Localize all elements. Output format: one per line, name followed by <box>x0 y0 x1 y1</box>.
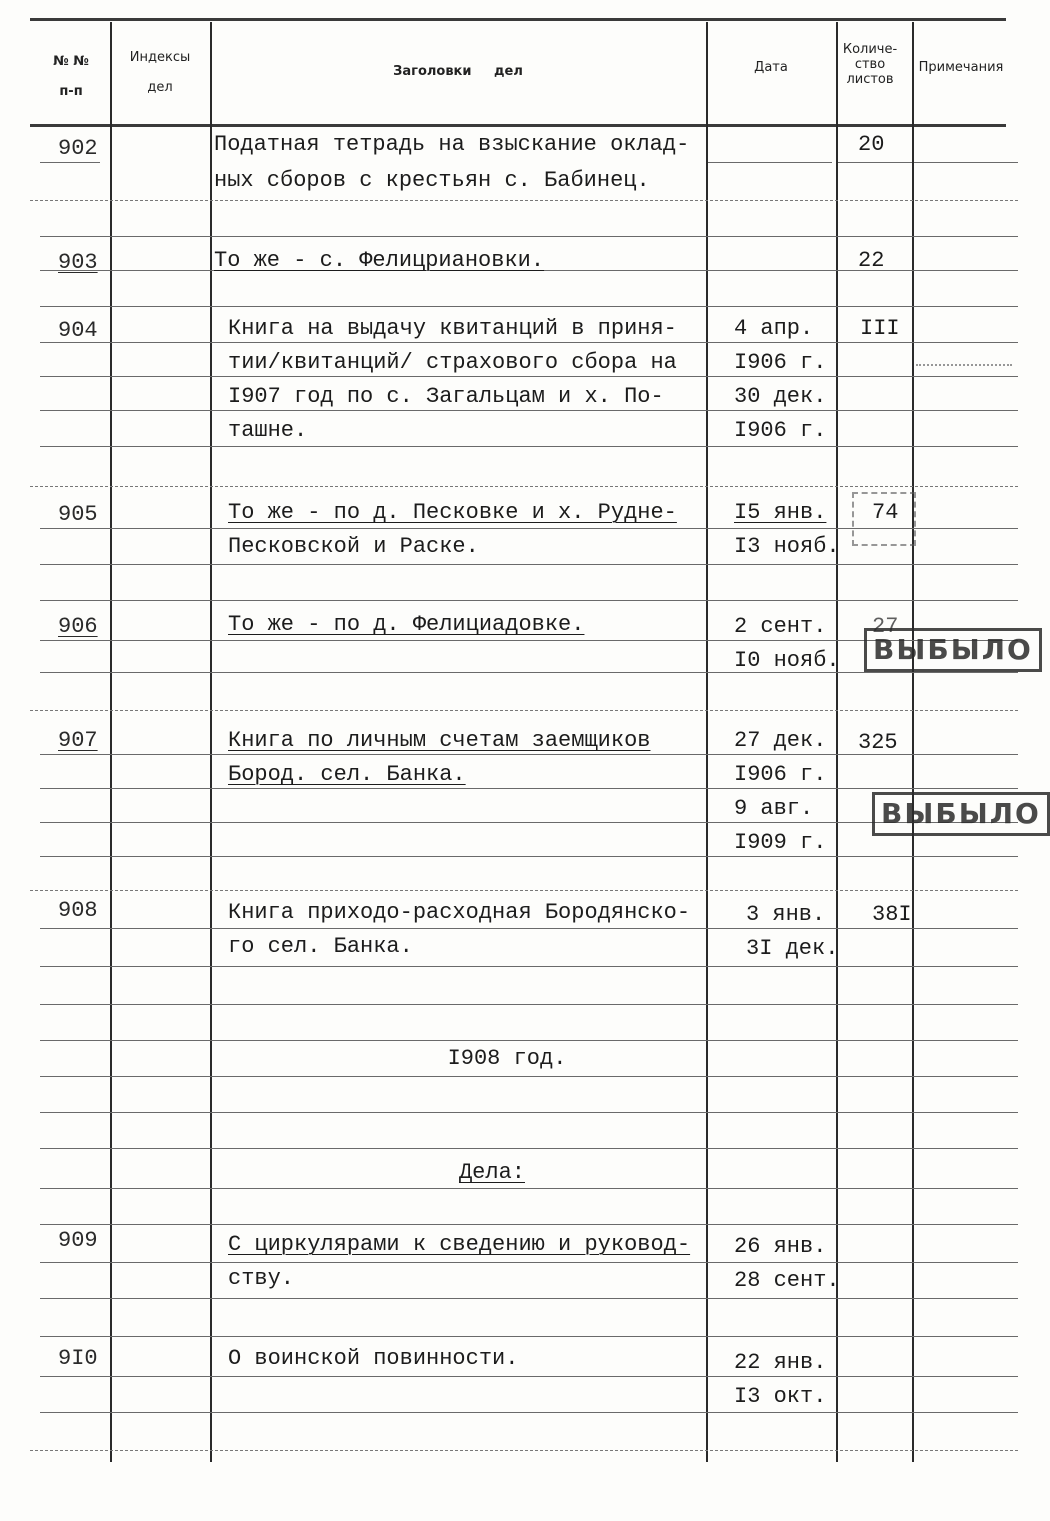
entry-date: 3 янв. <box>746 902 826 927</box>
faded-stamp-mark <box>916 364 1012 366</box>
rule <box>40 1148 1018 1149</box>
header-count: Количе- ство листов <box>842 42 898 87</box>
faded-stamp-mark <box>852 492 916 546</box>
entry-title-line: I907 год по с. Загальцам и х. По- <box>228 384 664 409</box>
entry-sheet-count: 325 <box>858 730 898 755</box>
entry-title-line: То же - с. Фелицриановки. <box>214 248 545 273</box>
rule <box>40 1412 1018 1413</box>
entry-title-line: ству. <box>228 1266 295 1291</box>
header-index: Индексы дел <box>129 50 191 95</box>
entry-date: 30 дек. <box>734 384 827 409</box>
rule <box>40 1336 1018 1337</box>
entry-number: 909 <box>58 1228 98 1253</box>
entry-number: 903 <box>58 250 98 275</box>
rule <box>40 1040 1018 1041</box>
withdrawn-stamp: ВЫБЫЛО <box>864 628 1042 672</box>
entry-date: 26 янв. <box>734 1234 827 1259</box>
rule <box>838 162 912 163</box>
rule <box>40 600 1018 601</box>
entry-sheet-count: 74 <box>872 500 899 525</box>
rule <box>30 200 1018 201</box>
entry-title-line: Книга приходо-расходная Бородянско- <box>228 900 691 925</box>
rule <box>40 162 100 163</box>
rule <box>40 1112 1018 1113</box>
rule <box>40 564 1018 565</box>
rule <box>40 236 1018 237</box>
rule <box>40 1298 1018 1299</box>
entry-sheet-count: 38I <box>872 902 912 927</box>
entry-number: 902 <box>58 136 98 161</box>
entry-title-line: Податная тетрадь на взыскание оклад- <box>214 132 690 157</box>
entry-date: 2 сент. <box>734 614 827 639</box>
entry-title-line: тии/квитанций/ страхового сбора на <box>228 350 677 375</box>
rule <box>40 306 1018 307</box>
entry-date: 22 янв. <box>734 1350 827 1375</box>
entry-title-line: С циркулярами к сведению и руковод- <box>228 1232 691 1257</box>
col-divider-num <box>110 22 112 1462</box>
rule <box>30 890 1018 891</box>
entry-title-line: ташне. <box>228 418 308 443</box>
rule <box>40 1224 1018 1225</box>
col-divider-date <box>836 22 838 1462</box>
year-heading: I908 год. <box>447 1046 567 1071</box>
header-bottom-rule <box>30 124 1006 127</box>
rule <box>40 856 1018 857</box>
entry-date: I3 окт. <box>734 1384 827 1409</box>
entry-date: I5 янв. <box>734 500 827 525</box>
entry-title-line: О воинской повинности. <box>228 1346 519 1371</box>
section-heading: Дела: <box>458 1160 525 1185</box>
rule <box>40 1076 1018 1077</box>
entry-title-line: Бород. сел. Банка. <box>228 762 466 787</box>
entry-title-line: То же - по д. Песковке и х. Рудне- <box>228 500 677 525</box>
rule <box>40 788 1018 789</box>
rule <box>914 162 1018 163</box>
entry-date: I3 нояб. <box>734 534 840 559</box>
entry-number: 906 <box>58 614 98 639</box>
rule <box>30 710 1018 711</box>
rule <box>30 486 1018 487</box>
entry-number: 904 <box>58 318 98 343</box>
rule <box>40 1004 1018 1005</box>
entry-number: 908 <box>58 898 98 923</box>
entry-sheet-count: III <box>860 316 900 341</box>
rule <box>708 162 832 163</box>
entry-title-line: ных сборов с крестьян с. Бабинец. <box>214 168 650 193</box>
entry-date: 4 апр. <box>734 316 814 341</box>
rule <box>40 672 1018 673</box>
top-rule <box>30 18 1006 21</box>
header-notes: Примечания <box>918 60 1004 75</box>
entry-number: 907 <box>58 728 98 753</box>
rule <box>40 966 1018 967</box>
rule <box>40 1188 1018 1189</box>
entry-title-line: Книга на выдачу квитанций в приня- <box>228 316 677 341</box>
rule <box>30 1450 1018 1451</box>
rule <box>40 1376 1018 1377</box>
col-divider-index <box>210 22 212 1462</box>
entry-number: 9I0 <box>58 1346 98 1371</box>
entry-date: 3I дек. <box>746 936 839 961</box>
header-num: № № п-п <box>53 54 89 99</box>
entry-title-line: Песковской и Раске. <box>228 534 479 559</box>
withdrawn-stamp: ВЫБЫЛО <box>872 792 1050 836</box>
entry-date: 9 авг. <box>734 796 814 821</box>
entry-date: 27 дек. <box>734 728 827 753</box>
entry-title-line: го сел. Банка. <box>228 934 413 959</box>
entry-date: I0 нояб. <box>734 648 840 673</box>
rule <box>40 446 1018 447</box>
rule <box>40 1262 1018 1263</box>
header-titles: Заголовки дел <box>393 64 523 79</box>
entry-number: 905 <box>58 502 98 527</box>
entry-date: I906 г. <box>734 350 827 375</box>
entry-date: I906 г. <box>734 762 827 787</box>
entry-sheet-count: 27 <box>872 614 899 639</box>
entry-date: 28 сент. <box>734 1268 840 1293</box>
entry-title-line: Книга по личным счетам заемщиков <box>228 728 651 753</box>
entry-date: I909 г. <box>734 830 827 855</box>
entry-sheet-count: 22 <box>858 248 885 273</box>
col-divider-count <box>912 22 914 1462</box>
entry-title-line: То же - по д. Фелициадовке. <box>228 612 585 637</box>
entry-sheet-count: 20 <box>858 132 885 157</box>
col-divider-title <box>706 22 708 1462</box>
header-date: Дата <box>754 60 788 75</box>
entry-date: I906 г. <box>734 418 827 443</box>
